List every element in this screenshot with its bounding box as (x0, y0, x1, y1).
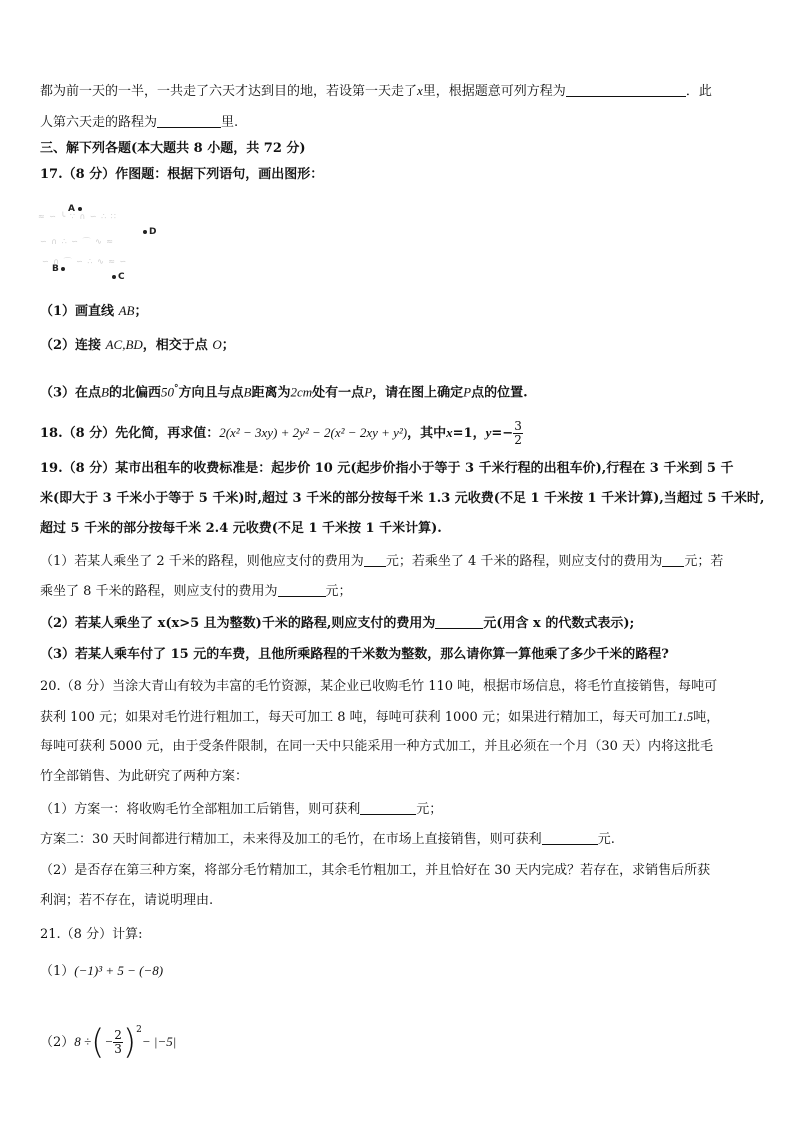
q19-line1: 19.（8 分）某市出租车的收费标准是：起步价 10 元(起步价指小于等于 3 千米行程的出租车价),行程在 3 千米到 5 千 (40, 461, 734, 476)
q16-text-b: 里，根据题意可列方程为 (422, 84, 566, 99)
q18-expression: 2(x² − 3xy) + 2y² − 2(x² − 2xy + y²) (219, 425, 408, 440)
answer-blank-plan2[interactable] (542, 830, 598, 845)
section-heading: 三、解下列各题(本大题共 8 小题，共 72 分) (40, 141, 306, 156)
q17-part3: （3）在点B的北偏西50°方向且与点B距离为2cm处有一点P，请在图上确定P点的位置. (40, 384, 528, 401)
answer-blank-4km[interactable] (662, 552, 684, 567)
q19-part1-line1: （1）若某人乘坐了 2 千米的路程，则他应支付的费用为 元；若乘坐了 4 千米的路程，则应支付的费用为 元；若 (40, 554, 724, 569)
q20-line1: 20.（8 分）当涂大青山有较为丰富的毛竹资源，某企业已收购毛竹 110 吨，根据市场信息，将毛竹直接销售，每吨可 (40, 679, 718, 694)
q19-part2: （2）若某人乘坐了 x(x>5 且为整数)千米的路程,则应支付的费用为 元(用含 x 的代数式表示); (40, 616, 635, 631)
point-d: D (143, 227, 156, 237)
q18: 18.（8 分）先化简，再求值：2(x² − 3xy) + 2y² − 2(x² − 2xy + y²)，其中x=1，y=− $\frac{3}{2}$ (40, 419, 522, 447)
q19-part3: （3）若某人乘车付了 15 元的车费，且他所乘路程的千米数为整数，那么请你算一算他乘了多少千米的路程? (40, 647, 669, 662)
answer-blank-distance[interactable] (157, 113, 221, 128)
q20-part2-line2: 利润；若不存在，请说明理由. (40, 893, 214, 908)
q17-part1: （1）画直线 AB； (40, 303, 148, 319)
exam-page: 都为前一天的一半，一共走了六天才达到目的地，若设第一天走了x里，根据题意可列方程为 ．此 人第六天走的路程为 里. 三、解下列各题(本大题共 8 小题，共 72 分) 17.（8 分）作图题：根据下列语句，画出图形： ≈ ∽ ╰ ∵ ∩ ∽ ∴ ∷ ∽ ∩ ∴ ∽ ⌒ ∿ ≈ ∽ ∩ ⌒ ∽ ∴ ∿ ≈ ∽ A D B C （1）画直线 AB； （2）连接 AC,BD，相交于点 O； （3）在点B的北偏西50°方向且与点B距离为2cm处有一点P，请在图上确定P点的位置. 18.（8 分）先化简，再求值：2(x² − 3xy) + 2y² − 2(x² − 2xy + y²)，其中x=1，y=− $\frac{3}{2}$ 19.（8 分）某市出租车的收费标准是：起步价 10 元(起步价指小于等于 3 千米行程的出租车价),行程在 3 千米到 5 千 米(即大于 3 千米小于等于 5 千米)时,超过 3 千米的部分按每千米 1.3 元收费(不足 1 千米按 1 千米计算),当超过 5 千米时, 超过 5 千米的部分按每千米 2.4 元收费(不足 1 千米按 1 千米计算). （1）若某人乘坐了 2 千米的路程，则他应支付的费用为 元；若乘坐了 4 千米的路程，则应支付的费用为 元；若 乘坐了 8 千米的路程，则应支付的费用为 元； （2）若某人乘坐了 x(x>5 且为整数)千米的路程,则应支付的费用为 元(用含 x 的代数式表示); （3）若某人乘车付了 15 元的车费，且他所乘路程的千米数为整数，那么请你算一算他乘了多少千米的路程? 20.（8 分）当涂大青山有较为丰富的毛竹资源，某企业已收购毛竹 110 吨，根据市场信息，将毛竹直接销售，每吨可 获利 100 元；如果对毛竹进行粗加工，每天可加工 8 吨，每吨可获利 1000 元；如果进行精加工，每天可加工1.5吨， 每吨可获利 5000 元，由于受条件限制，在同一天中只能采用一种方式加工，并且必须在一个月（30 天）内将这批毛 竹全部销售、为此研究了两种方案： （1）方案一：将收购毛竹全部粗加工后销售，则可获利 元； 方案二：30 天时间都进行精加工，未来得及加工的毛竹，在市场上直接销售，则可获利 元. （2）是否存在第三种方案，将部分毛竹精加工，其余毛竹粗加工，并且恰好在 30 天内完成？若存在，求销售后所获 利润；若不存在，请说明理由. 21.（8 分）计算: （1）(−1)³ + 5 − (−8) （2）8 ÷(− $\frac{2}{3}$ )$^2$− |−5| (38, 83, 765, 1063)
q16-line2-text-a: 人第六天走的路程为 (40, 115, 158, 130)
q17-heading: 17.（8 分）作图题：根据下列语句，画出图形： (40, 167, 324, 182)
var-x: x (417, 83, 423, 98)
point-b: B (52, 264, 65, 274)
q21-expression-1: (−1)³ + 5 − (−8) (74, 963, 164, 978)
q20-line2: 获利 100 元；如果对毛竹进行粗加工，每天可加工 8 吨，每吨可获利 1000 元；如果进行精加工，每天可加工1.5吨， (40, 709, 720, 725)
q20-part2-line1: （2）是否存在第三种方案，将部分毛竹精加工，其余毛竹粗加工，并且恰好在 30 天内完成？若存在，求销售后所获 (40, 863, 711, 878)
q19-line3: 超过 5 千米的部分按每千米 2.4 元收费(不足 1 千米按 1 千米计算). (40, 521, 442, 536)
q16-continued-line2 (40, 113, 238, 132)
q20-plan1: （1）方案一：将收购毛竹全部粗加工后销售，则可获利 元； (40, 802, 443, 817)
q16-continued-line1 (40, 82, 712, 101)
q21-part2: （2）8 ÷(− $\frac{2}{3}$ )$^2$− |−5| (40, 1022, 177, 1063)
q21-heading: 21.（8 分）计算: (40, 927, 143, 942)
answer-blank-plan1[interactable] (360, 800, 416, 815)
q16-text-c: ．此 (685, 84, 712, 99)
q16-line2-text-b: 里. (221, 115, 239, 130)
answer-blank-8km[interactable] (278, 582, 326, 597)
q16-text-a: 都为前一天的一半，一共走了六天才达到目的地，若设第一天走了 (40, 84, 418, 99)
q20-plan2: 方案二：30 天时间都进行精加工，未来得及加工的毛竹，在市场上直接销售，则可获利 元. (40, 832, 615, 847)
q19-line2: 米(即大于 3 千米小于等于 5 千米)时,超过 3 千米的部分按每千米 1.3 元收费(不足 1 千米按 1 千米计算),当超过 5 千米时, (40, 491, 765, 506)
q19-part1-line2: 乘坐了 8 千米的路程，则应支付的费用为 元； (40, 584, 352, 599)
q17-part2: （2）连接 AC,BD，相交于点 O； (40, 337, 235, 353)
q21-fraction: $\frac{2}{3}$ (114, 1028, 122, 1056)
q20-line4: 竹全部销售、为此研究了两种方案： (40, 769, 249, 784)
q18-fraction: $\frac{3}{2}$ (514, 419, 522, 447)
q21-part1: （1）(−1)³ + 5 − (−8) (40, 963, 164, 979)
answer-blank-2km[interactable] (364, 552, 386, 567)
answer-blank-equation[interactable] (566, 82, 686, 97)
point-c: C (112, 272, 125, 282)
point-a: A (68, 204, 82, 214)
answer-blank-expression[interactable] (435, 614, 483, 629)
q20-line3: 每吨可获利 5000 元，由于受条件限制，在同一天中只能采用一种方式加工，并且必须在一个月（30 天）内将这批毛 (40, 739, 714, 754)
